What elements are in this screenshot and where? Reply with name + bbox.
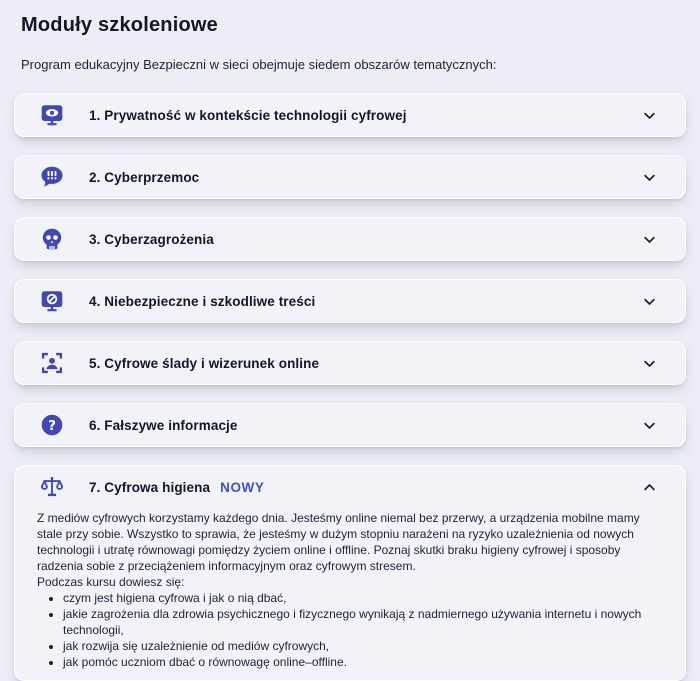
module-accordion-list: [14, 93, 686, 681]
module-title: 6. Fałszywe informacje: [89, 417, 238, 433]
chevron-down-icon: [642, 418, 657, 433]
monitor-eye-icon: [38, 102, 65, 129]
scales-icon: [38, 474, 65, 501]
module-description: Z mediów cyfrowych korzystamy każdego dnia. Jesteśmy online niemal bez przerwy, a urządzenia mobilne mamy stale przy sobie. Wszystko to sprawia, że jesteśmy w dużym stopniu narażeni na ryzyko uzależnienia od nowych technologii i utratę równowagi pomiędzy życiem online i offline. Poznaj skutki braku higieny cyfrowej i sposoby radzenia sobie z przeciążeniem informacyjnym oraz cyfrowym stresem.: [37, 511, 640, 573]
monitor-blocked-icon: [38, 288, 65, 315]
module-title: 2. Cyberprzemoc: [89, 169, 200, 185]
module-header-3[interactable]: [15, 218, 685, 260]
module-body: [15, 508, 685, 680]
intro-text: Program edukacyjny Bezpieczni w sieci obejmuje siedem obszarów tematycznych:: [21, 57, 497, 72]
svg-text:?: ?: [47, 417, 56, 434]
module-title: 4. Niebezpieczne i szkodliwe treści: [89, 293, 316, 309]
module-header-5[interactable]: [15, 342, 685, 384]
person-scan-icon: [38, 350, 65, 377]
module-header-7[interactable]: [15, 466, 685, 508]
module-header-2[interactable]: [15, 156, 685, 198]
chevron-up-icon: [642, 480, 657, 495]
module-card-1: [14, 93, 686, 137]
bullet-item: • czym jest higiena cyfrowa i jak o nią dbać,: [63, 590, 659, 606]
training-modules-page: [0, 12, 700, 681]
page-title: Moduły szkoleniowe: [21, 14, 218, 36]
module-card-5: [14, 341, 686, 385]
module-header-6[interactable]: [15, 404, 685, 446]
module-title: 5. Cyfrowe ślady i wizerunek online: [89, 355, 320, 371]
module-lead: Podczas kursu dowiesz się:: [37, 575, 185, 589]
module-title: 3. Cyberzagrożenia: [89, 231, 214, 247]
module-card-6: [14, 403, 686, 447]
module-card-4: [14, 279, 686, 323]
bullet-item: • jak pomóc uczniom dbać o równowagę online–offline.: [63, 654, 659, 670]
module-title: 7. Cyfrowa higiena: [89, 479, 211, 495]
chevron-down-icon: [642, 294, 657, 309]
bullet-item: • jak rozwija się uzależnienie od mediów cyfrowych,: [63, 638, 659, 654]
chevron-down-icon: [642, 232, 657, 247]
module-title: 1. Prywatność w kontekście technologii cyfrowej: [89, 107, 407, 123]
module-card-3: [14, 217, 686, 261]
module-header-4[interactable]: [15, 280, 685, 322]
chevron-down-icon: [642, 170, 657, 185]
question-circle-icon: [38, 412, 65, 439]
new-badge: NOWY: [220, 479, 265, 495]
module-bullet-list: [37, 590, 659, 670]
module-header-1[interactable]: [15, 94, 685, 136]
module-card-2: [14, 155, 686, 199]
module-card-7: [14, 465, 686, 681]
chevron-down-icon: [642, 108, 657, 123]
speech-bubble-exclamations-icon: [38, 164, 65, 191]
skull-icon: [38, 226, 65, 253]
chevron-down-icon: [642, 356, 657, 371]
bullet-item: • jakie zagrożenia dla zdrowia psychicznego i fizycznego wynikają z nadmiernego używania internetu i nowych technologii,: [63, 606, 659, 638]
